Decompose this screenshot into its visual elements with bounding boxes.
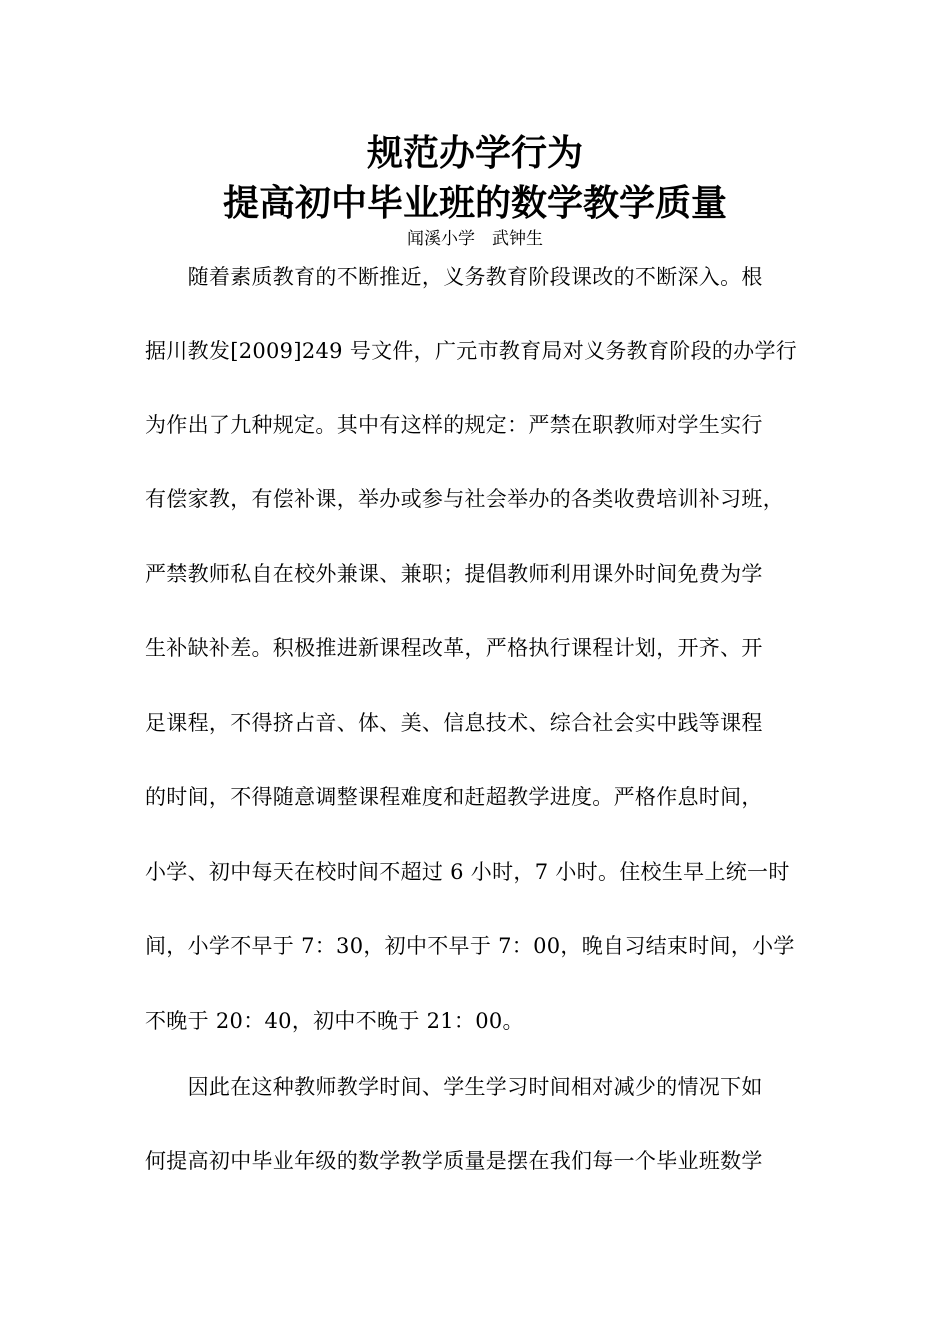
body-text-line: 据川教发[2009]249 号文件，广元市教育局对义务教育阶段的办学行 bbox=[145, 339, 798, 363]
body-text-line: 严禁教师私自在校外兼课、兼职；提倡教师利用课外时间免费为学 bbox=[145, 562, 763, 586]
author-byline: 闻溪小学 武钟生 bbox=[407, 229, 543, 249]
body-text-line: 何提高初中毕业年级的数学教学质量是摆在我们每一个毕业班数学 bbox=[145, 1149, 763, 1173]
body-text-line: 足课程，不得挤占音、体、美、信息技术、综合社会实中践等课程 bbox=[145, 711, 763, 735]
body-text-line: 因此在这种教师教学时间、学生学习时间相对减少的情况下如 bbox=[145, 1075, 763, 1099]
body-text-line: 小学、初中每天在校时间不超过 6 小时，7 小时。住校生早上统一时 bbox=[145, 860, 790, 884]
body-text-line: 为作出了九种规定。其中有这样的规定：严禁在职教师对学生实行 bbox=[145, 413, 763, 437]
document-title-line-2: 提高初中毕业班的数学教学质量 bbox=[222, 182, 727, 224]
body-text-line: 间，小学不早于 7：30，初中不早于 7：00，晚自习结束时间，小学 bbox=[145, 934, 795, 958]
body-text-line: 随着素质教育的不断推近，义务教育阶段课改的不断深入。根 bbox=[145, 265, 763, 289]
document-title-line-1: 规范办学行为 bbox=[366, 132, 583, 174]
body-text-line: 有偿家教，有偿补课，举办或参与社会举办的各类收费培训补习班， bbox=[145, 487, 784, 511]
body-text-line: 不晚于 20：40，初中不晚于 21：00。 bbox=[145, 1009, 524, 1033]
body-text-line: 的时间，不得随意调整课程难度和赶超教学进度。严格作息时间， bbox=[145, 785, 763, 809]
body-text-line: 生补缺补差。积极推进新课程改革，严格执行课程计划，开齐、开 bbox=[145, 636, 763, 660]
